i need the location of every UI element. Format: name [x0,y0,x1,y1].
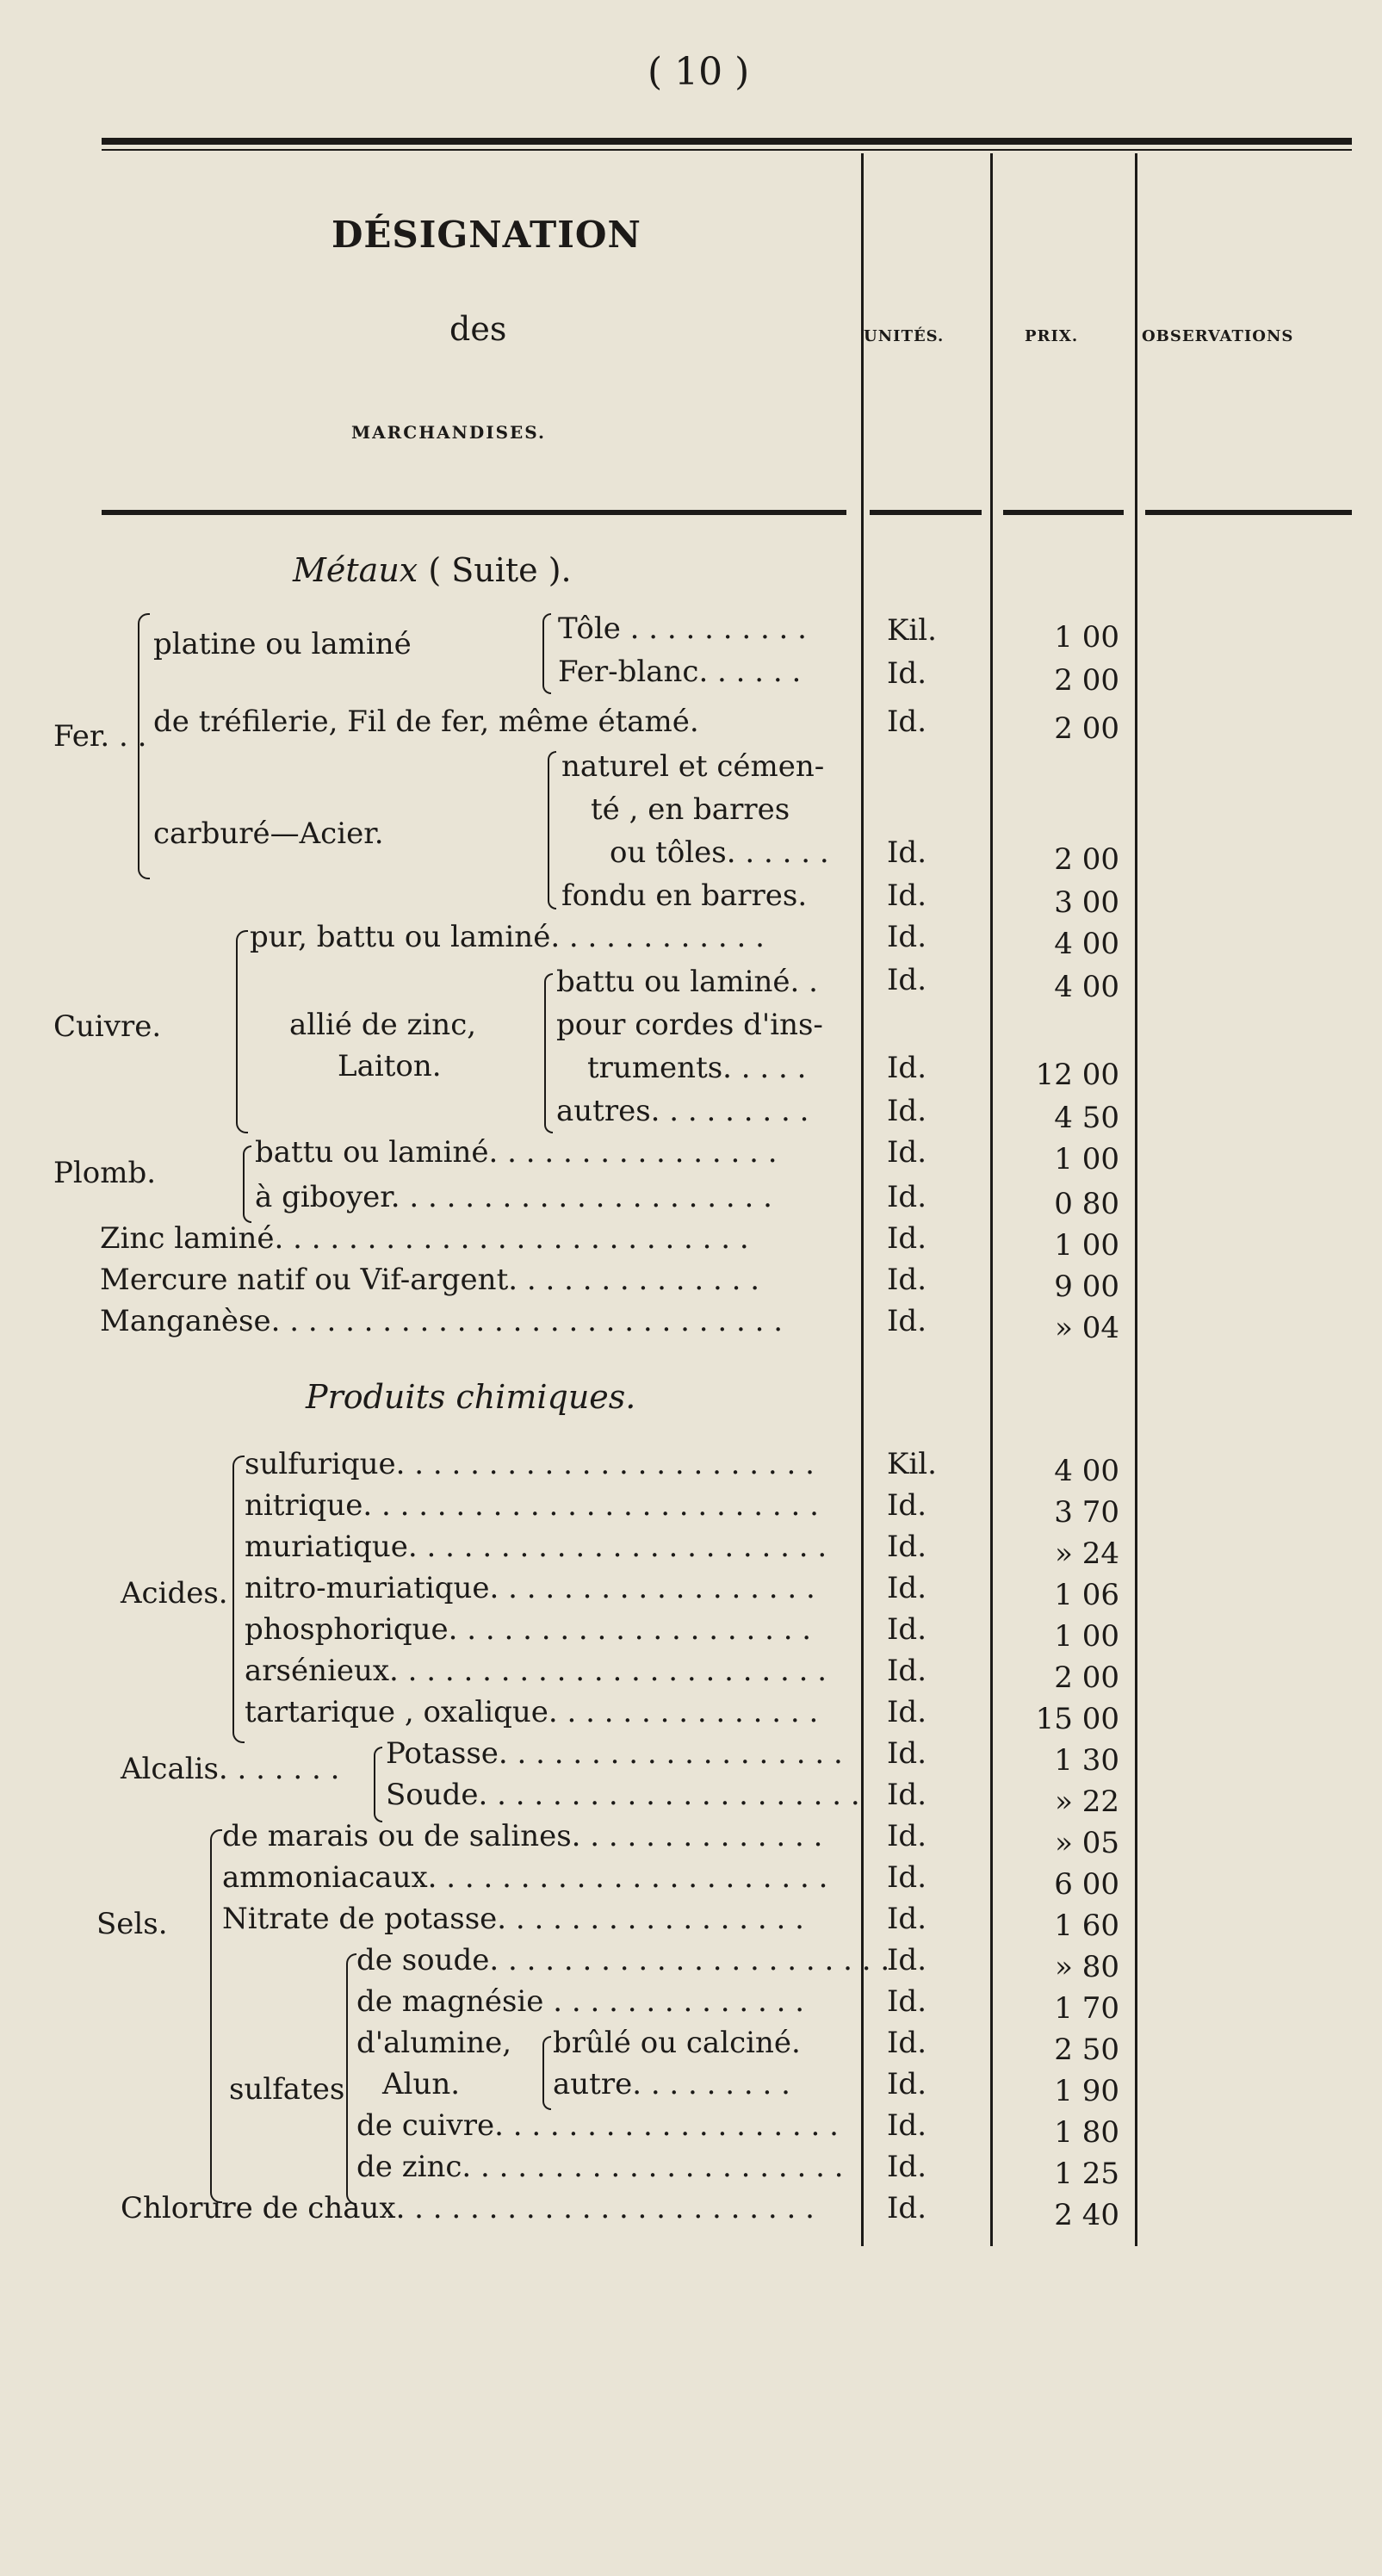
chimiques-unit: Id. [887,2108,927,2143]
metaux-unit: Kil. [887,613,937,648]
metaux-unit: Id. [887,705,927,739]
metaux-unit: Id. [887,1094,927,1128]
header-rule-3 [1003,510,1124,515]
carbure-brace [548,751,556,909]
header-designation: DÉSIGNATION [332,214,641,256]
chimiques-unit: Id. [887,1654,927,1688]
chimiques-price: 4 00 [1054,1454,1119,1488]
sel-nitrate: Nitrate de potasse. . . . . . . . . . . . . . . . . [222,1902,804,1936]
cordes-2: truments. . . . . [587,1051,807,1085]
plomb-battu: battu ou laminé. . . . . . . . . . . . . . . . [255,1135,778,1170]
metaux-price: 4 00 [1054,970,1119,1004]
alumine-brace [542,2036,551,2110]
chimiques-price: 1 70 [1054,1991,1119,2026]
chimiques-unit: Id. [887,1902,927,1936]
chimiques-price: » 24 [1055,1536,1119,1571]
plomb-label: Plomb. [53,1156,157,1190]
chimiques-unit: Id. [887,1736,927,1771]
acide-sulfurique: sulfurique. . . . . . . . . . . . . . . . . . . . . . . [245,1447,815,1481]
metaux-unit: Id. [887,656,927,691]
metaux-unit: Id. [887,1221,927,1256]
plomb-brace [243,1145,251,1223]
acide-phosphorique: phosphorique. . . . . . . . . . . . . . . . . . . . [245,1612,812,1647]
header-rule-2 [870,510,982,515]
sulfate-alumine-1: d'alumine, [356,2026,512,2060]
acide-nitrique: nitrique. . . . . . . . . . . . . . . . . . . . . . . . . [245,1488,819,1523]
battu-lamine: battu ou laminé. . [556,965,818,999]
col-rule-1 [861,153,864,2246]
chimiques-unit: Id. [887,1530,927,1564]
sulfate-alumine-2: Alun. [382,2067,461,2101]
header-observations: OBSERVATIONS [1142,327,1294,345]
header-prix: PRIX. [1025,327,1079,345]
header-marchandises: MARCHANDISES. [351,422,546,443]
sulfates-brace [346,1953,356,2205]
metaux-price: 9 00 [1054,1269,1119,1304]
chimiques-unit: Id. [887,1695,927,1729]
chimiques-unit: Id. [887,1778,927,1812]
metaux-price: » 04 [1055,1311,1119,1345]
naturel-1: naturel et cémen- [561,749,825,784]
cordes-1: pour cordes d'ins- [556,1008,823,1042]
metaux-unit: Id. [887,1135,927,1170]
chimiques-price: » 05 [1055,1826,1119,1860]
chimiques-unit: Id. [887,1984,927,2019]
metaux-unit: Id. [887,920,927,954]
mercure: Mercure natif ou Vif-argent. . . . . . . . . . . . . . [100,1263,760,1297]
alcali-soude: Soude. . . . . . . . . . . . . . . . . . . . . [386,1778,860,1812]
header-rule-4 [1145,510,1352,515]
chimiques-price: 1 80 [1054,2115,1119,2150]
alumine-brule: brûlé ou calciné. [553,2026,801,2060]
chimiques-unit: Id. [887,1860,927,1895]
metaux-unit: Id. [887,1304,927,1338]
header-des: des [449,310,507,348]
carbure-label: carburé—Acier. [153,816,384,851]
metaux-unit: Id. [887,835,927,870]
chimiques-heading: Produits chimiques. [306,1378,636,1416]
metaux-price: 4 50 [1054,1101,1119,1135]
chimiques-price: 1 60 [1054,1909,1119,1943]
chimiques-price: » 22 [1055,1785,1119,1819]
fondu: fondu en barres. [561,878,808,913]
fer-brace [138,613,150,879]
metaux-heading-text: Métaux [293,551,418,589]
alcali-potasse: Potasse. . . . . . . . . . . . . . . . . . . [386,1736,843,1771]
chimiques-price: 1 30 [1054,1743,1119,1778]
sels-brace [210,1829,222,2203]
chimiques-unit: Id. [887,1571,927,1605]
metaux-price: 0 80 [1054,1187,1119,1221]
plomb-giboyer: à giboyer. . . . . . . . . . . . . . . . . . . . . [255,1180,772,1214]
acides-brace [232,1456,245,1743]
acide-nitro: nitro-muriatique. . . . . . . . . . . . . . . . . . [245,1571,815,1605]
autres: autres. . . . . . . . . [556,1094,809,1128]
col-rule-2 [990,153,993,2246]
metaux-unit: Id. [887,1051,927,1085]
metaux-price: 12 00 [1035,1058,1119,1092]
alcalis-brace [374,1747,382,1822]
sel-marais: de marais ou de salines. . . . . . . . . . . . . . [222,1819,823,1853]
allie-brace [544,973,553,1133]
sulfate-magnesie: de magnésie . . . . . . . . . . . . . . [356,1984,805,2019]
metaux-price: 1 00 [1054,620,1119,655]
zinc: Zinc laminé. . . . . . . . . . . . . . . . . . . . . . . . . . [100,1221,749,1256]
naturel-3: ou tôles. . . . . . [610,835,829,870]
allie-1: allié de zinc, [289,1008,477,1042]
cuivre-brace [236,930,248,1133]
platine-label: platine ou laminé [153,627,412,661]
acides-label: Acides. [121,1576,228,1611]
metaux-price: 2 00 [1054,663,1119,698]
trefilerie: de tréfilerie, Fil de fer, même étamé. [153,705,699,739]
top-rule-thin [102,149,1352,151]
chimiques-unit: Id. [887,1819,927,1853]
metaux-price: 2 00 [1054,711,1119,746]
chimiques-price: 2 40 [1054,2198,1119,2232]
chimiques-unit: Kil. [887,1447,937,1481]
page-number: ( 10 ) [648,50,750,94]
allie-2: Laiton. [338,1049,442,1083]
chimiques-unit: Id. [887,1488,927,1523]
chimiques-price: » 80 [1055,1950,1119,1984]
alcalis-label: Alcalis. . . . . . . [121,1752,340,1786]
metaux-price: 3 00 [1054,885,1119,920]
alumine-autre: autre. . . . . . . . . [553,2067,790,2101]
naturel-2: té , en barres [591,792,790,827]
metaux-price: 1 00 [1054,1142,1119,1176]
chimiques-price: 15 00 [1035,1702,1119,1736]
metaux-unit: Id. [887,963,927,997]
acide-tartarique: tartarique , oxalique. . . . . . . . . . . . . . . [245,1695,819,1729]
chimiques-price: 1 25 [1054,2157,1119,2191]
metaux-unit: Id. [887,878,927,913]
chimiques-price: 2 50 [1054,2033,1119,2067]
ferblanc: Fer-blanc. . . . . . [558,655,802,689]
chimiques-unit: Id. [887,2026,927,2060]
manganese: Manganèse. . . . . . . . . . . . . . . . . . . . . . . . . . . . [100,1304,784,1338]
chimiques-unit: Id. [887,1612,927,1647]
tole: Tôle . . . . . . . . . . [558,611,807,646]
chimiques-unit: Id. [887,2150,927,2184]
chimiques-price: 1 06 [1054,1578,1119,1612]
chimiques-unit: Id. [887,1943,927,1977]
sel-ammoniacaux: ammoniacaux. . . . . . . . . . . . . . . . . . . . . . [222,1860,828,1895]
chimiques-price: 2 00 [1054,1660,1119,1695]
sulfate-zinc: de zinc. . . . . . . . . . . . . . . . . . . . . [356,2150,844,2184]
cuivre-label: Cuivre. [53,1009,162,1044]
metaux-price: 1 00 [1054,1228,1119,1263]
sulfate-cuivre: de cuivre. . . . . . . . . . . . . . . . . . . [356,2108,839,2143]
chimiques-price: 1 90 [1054,2074,1119,2108]
fer-label: Fer. . . [53,719,147,754]
metaux-unit: Id. [887,1180,927,1214]
col-rule-3 [1135,153,1137,2246]
header-rule-1 [102,510,846,515]
chimiques-price: 6 00 [1054,1867,1119,1902]
chimiques-price: 1 00 [1054,1619,1119,1654]
chimiques-unit: Id. [887,2191,927,2225]
cuivre-pur: pur, battu ou laminé. . . . . . . . . . . . [250,920,765,954]
acide-arsenieux: arsénieux. . . . . . . . . . . . . . . . . . . . . . . . [245,1654,827,1688]
chimiques-price: 3 70 [1054,1495,1119,1530]
chlorure: Chlorure de chaux. . . . . . . . . . . . . . . . . . . . . . . [121,2191,815,2225]
chimiques-unit: Id. [887,2067,927,2101]
header-unites: UNITÉS. [864,327,945,345]
acide-muriatique: muriatique. . . . . . . . . . . . . . . . . . . . . . . [245,1530,827,1564]
sulfate-soude: de soude. . . . . . . . . . . . . . . . . . . . . . [356,1943,890,1977]
top-rule [102,138,1352,145]
metaux-price: 4 00 [1054,927,1119,961]
metaux-suite: ( Suite ). [428,551,572,589]
metaux-heading [293,551,572,589]
platine-brace [542,613,551,694]
sulfates-label: sulfates [229,2072,345,2107]
metaux-unit: Id. [887,1263,927,1297]
metaux-price: 2 00 [1054,842,1119,877]
sels-label: Sels. [96,1907,168,1941]
